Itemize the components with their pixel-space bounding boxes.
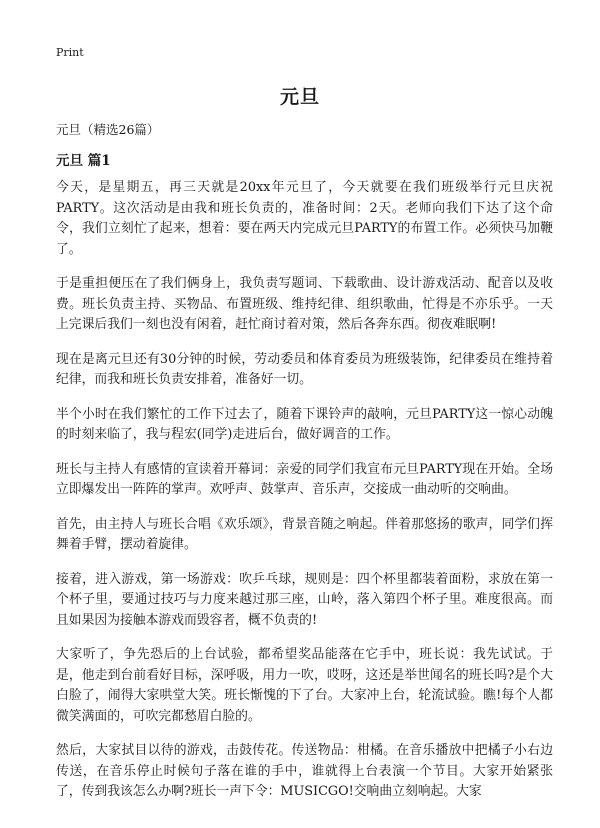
print-label: Print xyxy=(56,46,84,59)
document-body xyxy=(56,178,553,817)
paragraph: 现在是离元旦还有30分钟的时候，劳动委员和体育委员为班级装饰，纪律委员在维持着纪律，而我和班长负责安排着，准备好一切。 xyxy=(56,351,553,387)
paragraph: 于是重担便压在了我们俩身上，我负责写题词、下载歌曲、设计游戏活动、配音以及收费。班长负责主持、买物品、布置班级、维持纪律、组织歌曲，忙得是不亦乐乎。一天上完课后我们一刻也没有闲着，赶忙商讨着对策，然后各奔东西。彻夜难眠啊! xyxy=(56,276,553,332)
section-heading: 元旦 篇1 xyxy=(56,153,111,169)
paragraph: 首先，由主持人与班长合唱《欢乐颂》，背景音随之响起。伴着那悠扬的歌声，同学们挥舞着手臂，摆动着旋律。 xyxy=(56,516,553,552)
document-subtitle: 元旦（精选26篇） xyxy=(56,122,160,137)
paragraph: 半个小时在我们繁忙的工作下过去了，随着下课铃声的敲响，元旦PARTY这一惊心动魄的时刻来临了，我与程宏(同学)走进后台，做好调音的工作。 xyxy=(56,406,553,442)
paragraph: 今天，是星期五，再三天就是20xx年元旦了，今天就要在我们班级举行元旦庆祝PARTY。这次活动是由我和班长负责的，准备时间：2天。老师向我们下达了这个命令，我们立刻忙了起来，想着：要在两天内完成元旦PARTY的布置工作。必须快马加鞭了。 xyxy=(56,180,553,257)
paragraph: 大家听了，争先恐后的上台试验，都希望奖品能落在它手中，班长说：我先试试。于是，他走到台前看好目标，深呼吸，用力一吹，哎呀，这还是举世闻名的班长吗?是个大白脸了，闹得大家哄堂大笑。班长惭愧的下了台。大家冲上台，轮流试验。瞧!每个人都微笑满面的，可吹完都愁眉白脸的。 xyxy=(56,647,553,724)
paragraph: 班长与主持人有感情的宣读着开幕词：亲爱的同学们我宣布元旦PARTY现在开始。全场立即爆发出一阵阵的掌声。欢呼声、鼓掌声、音乐声，交接成一曲动听的交响曲。 xyxy=(56,461,553,497)
paragraph: 然后，大家拭目以待的游戏，击鼓传花。传送物品：柑橘。在音乐播放中把橘子小右边传送，在音乐停止时候句子落在谁的手中，谁就得上台表演一个节目。大家开始紧张了，传到我该怎么办啊?班长一声下令：MUSICGO!交响曲立刻响起。大家 xyxy=(56,743,553,799)
page-title: 元旦 xyxy=(279,86,320,108)
paragraph: 接着，进入游戏，第一场游戏：吹乒乓球，规则是：四个杯里都装着面粉，求放在第一个杯子里，要通过技巧与力度来越过那三座，山岭，落入第四个杯子里。难度很高。而且如果因为接触本游戏而毁容者，概不负责的! xyxy=(56,571,553,628)
